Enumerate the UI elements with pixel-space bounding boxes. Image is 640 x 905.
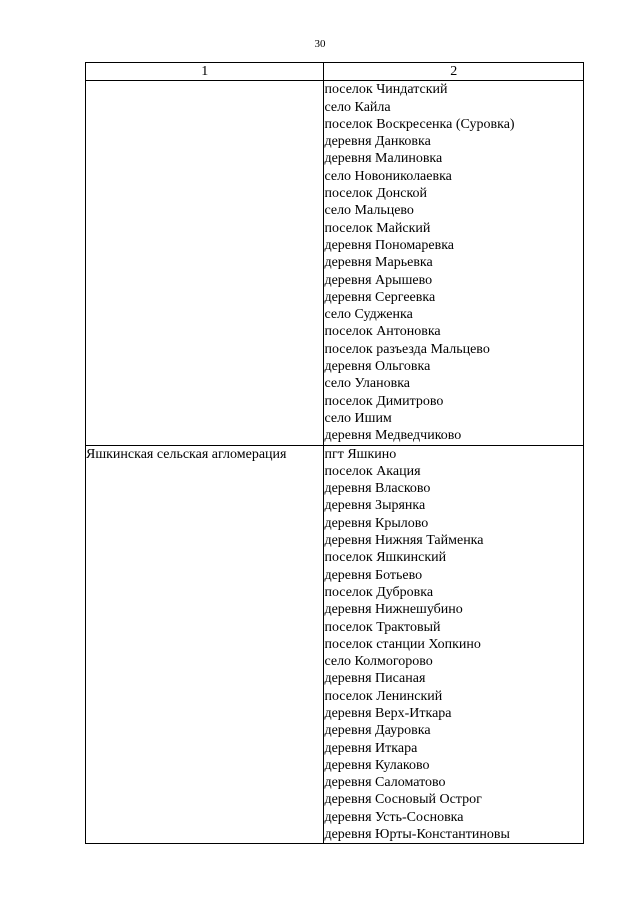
table-header-row (86, 63, 584, 81)
list-item: село Колмогорово (324, 654, 433, 670)
list-item: деревня Усть-Сосновка (324, 809, 464, 825)
list-item: деревня Ботьево (324, 567, 423, 583)
list-item: деревня Кулаково (324, 757, 430, 773)
list-item: деревня Ольговка (324, 359, 431, 375)
list-item: деревня Писаная (324, 671, 426, 687)
list-item: поселок Воскресенка (Суровка) (324, 116, 515, 132)
list-item: поселок Донской (324, 186, 428, 202)
list-item: село Ишим (324, 410, 392, 426)
list-item: деревня Крылово (324, 515, 429, 531)
column-header-2: 2 (324, 63, 584, 81)
list-item: село Мальцево (324, 203, 414, 219)
list-item: село Кайла (324, 99, 391, 115)
list-item: деревня Медведчиково (324, 428, 462, 444)
list-item: деревня Пономаревка (324, 237, 455, 253)
list-item: деревня Малиновка (324, 151, 443, 167)
settlements-table (85, 62, 584, 844)
list-item: пгт Яшкино (324, 446, 397, 462)
list-item: село Судженка (324, 307, 413, 323)
list-item: поселок Майский (324, 220, 431, 236)
settlements-cell (324, 81, 584, 445)
list-item: деревня Иткара (324, 740, 418, 756)
list-item: поселок разъезда Мальцево (324, 341, 490, 357)
column-header-1: 1 (86, 63, 324, 81)
region-cell (86, 81, 324, 445)
list-item: поселок станции Хопкино (324, 636, 481, 652)
list-item: поселок Яшкинский (324, 550, 447, 566)
list-item: поселок Дубровка (324, 584, 434, 600)
table-body (86, 81, 584, 844)
list-item: деревня Сергеевка (324, 289, 436, 305)
list-item: деревня Нижнешубино (324, 602, 463, 618)
region-cell: Яшкинская сельская агломерация (86, 445, 324, 844)
list-item: деревня Нижняя Тайменка (324, 533, 484, 549)
list-item: поселок Антоновка (324, 324, 441, 340)
list-item: деревня Верх-Иткара (324, 705, 452, 721)
settlement-list (324, 446, 583, 844)
list-item: поселок Чиндатский (324, 82, 448, 98)
list-item: деревня Дауровка (324, 723, 431, 739)
list-item: деревня Юрты-Константиновы (324, 827, 510, 843)
list-item: поселок Димитрово (324, 393, 444, 409)
table-row (86, 445, 584, 844)
page-number: 30 (314, 38, 326, 50)
list-item: деревня Власково (324, 481, 431, 497)
list-item: деревня Марьевка (324, 255, 433, 271)
list-item: село Улановка (324, 376, 410, 392)
table-row (86, 81, 584, 445)
settlements-cell (324, 445, 584, 844)
list-item: деревня Зырянка (324, 498, 426, 514)
list-item: деревня Саломатово (324, 775, 446, 791)
list-item: поселок Трактовый (324, 619, 441, 635)
list-item: поселок Акация (324, 463, 421, 479)
list-item: деревня Данковка (324, 134, 431, 150)
list-item: деревня Сосновый Острог (324, 792, 482, 808)
list-item: поселок Ленинский (324, 688, 443, 704)
list-item: деревня Арышево (324, 272, 433, 288)
list-item: село Новониколаевка (324, 168, 452, 184)
settlement-list (324, 81, 583, 444)
